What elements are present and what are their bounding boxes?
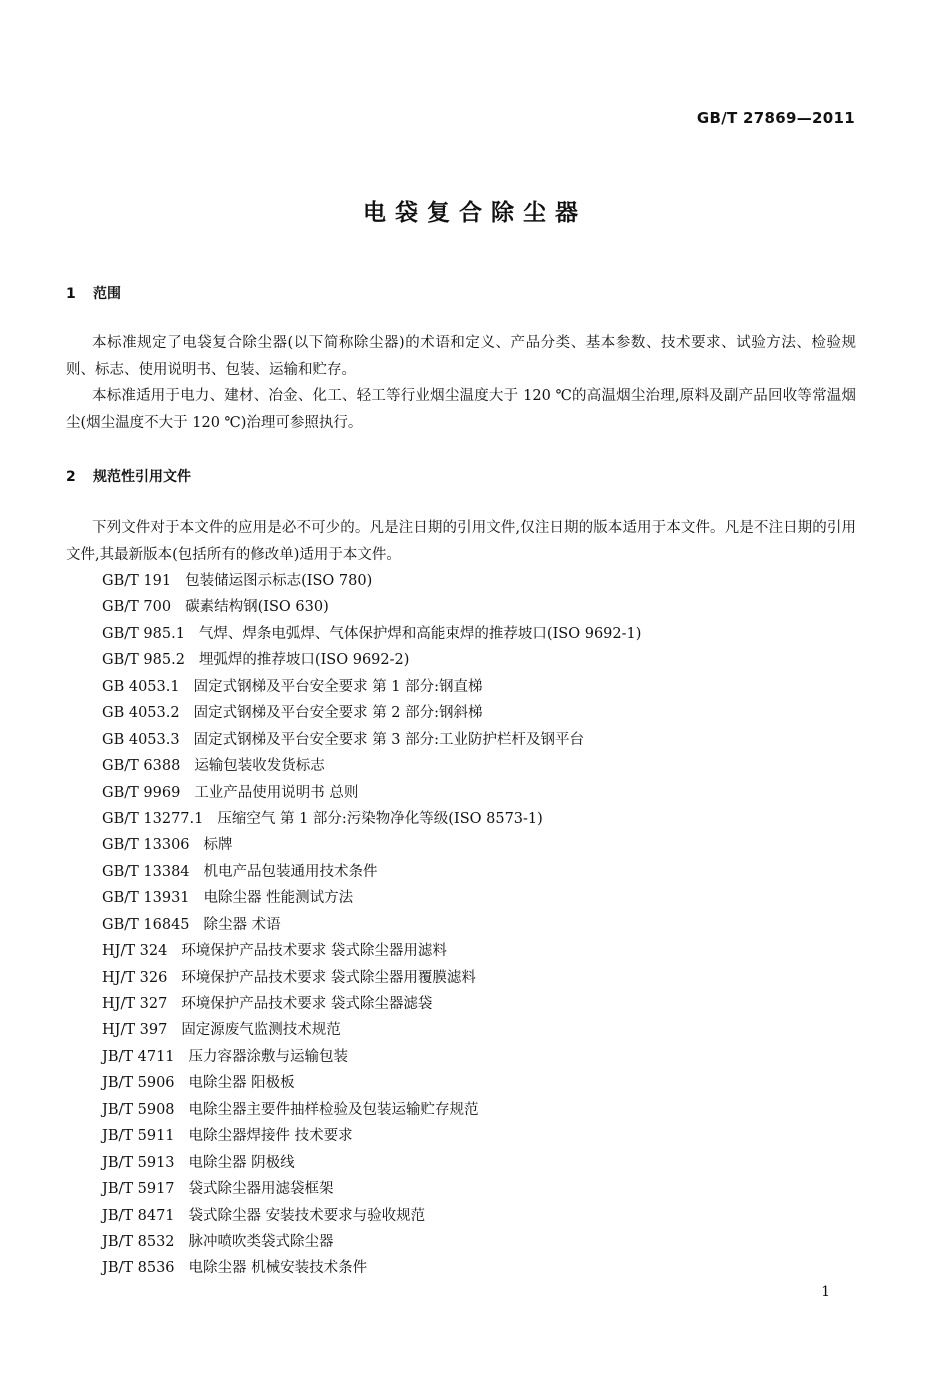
reference-item bbox=[102, 753, 641, 779]
reference-code: JB/T 8471 bbox=[102, 1207, 175, 1224]
reference-item bbox=[102, 965, 641, 991]
reference-title: 电除尘器 性能测试方法 bbox=[203, 890, 354, 907]
reference-item bbox=[102, 1150, 641, 1176]
reference-title: 机电产品包装通用技术条件 bbox=[203, 863, 378, 880]
reference-item bbox=[102, 727, 641, 753]
section-title: 规范性引用文件 bbox=[93, 469, 191, 485]
reference-title: 固定源废气监测技术规范 bbox=[181, 1022, 341, 1039]
reference-item bbox=[102, 700, 641, 726]
reference-item bbox=[102, 1176, 641, 1202]
reference-title: 电除尘器主要件抽样检验及包装运输贮存规范 bbox=[188, 1101, 479, 1118]
reference-item bbox=[102, 832, 641, 858]
reference-item bbox=[102, 885, 641, 911]
reference-item bbox=[102, 674, 641, 700]
reference-code: JB/T 4711 bbox=[102, 1048, 175, 1065]
reference-title: 电除尘器焊接件 技术要求 bbox=[188, 1128, 353, 1145]
reference-item bbox=[102, 1203, 641, 1229]
reference-title: 压力容器涂敷与运输包装 bbox=[188, 1048, 349, 1065]
reference-code: GB/T 13306 bbox=[102, 837, 190, 854]
section-number: 2 bbox=[66, 469, 76, 485]
reference-item bbox=[102, 1255, 641, 1281]
reference-code: GB/T 13384 bbox=[102, 863, 190, 880]
reference-code: HJ/T 327 bbox=[102, 996, 168, 1012]
reference-title: 气焊、焊条电弧焊、气体保护焊和高能束焊的推荐坡口(ISO 9692-1) bbox=[198, 625, 642, 642]
reference-title: 压缩空气 第 1 部分:污染物净化等级(ISO 8573-1) bbox=[217, 810, 543, 827]
reference-title: 固定式钢梯及平台安全要求 第 1 部分:钢直梯 bbox=[193, 678, 483, 695]
section-2-heading bbox=[66, 466, 191, 486]
reference-code: GB/T 13931 bbox=[102, 890, 190, 907]
reference-item bbox=[102, 1070, 641, 1096]
reference-item bbox=[102, 780, 641, 806]
reference-code: JB/T 8536 bbox=[102, 1260, 175, 1277]
reference-title: 工业产品使用说明书 总则 bbox=[194, 784, 359, 801]
reference-code: HJ/T 326 bbox=[102, 969, 168, 986]
reference-item bbox=[102, 647, 641, 673]
section-1-heading bbox=[66, 283, 121, 303]
reference-item bbox=[102, 1044, 641, 1070]
reference-item bbox=[102, 621, 641, 647]
reference-title: 标牌 bbox=[203, 837, 233, 854]
reference-title: 脉冲喷吹类袋式除尘器 bbox=[188, 1233, 334, 1250]
reference-item bbox=[102, 991, 641, 1017]
reference-title: 电除尘器 阴极线 bbox=[188, 1154, 295, 1171]
reference-item bbox=[102, 594, 641, 620]
reference-code: JB/T 5913 bbox=[102, 1154, 175, 1171]
reference-item bbox=[102, 806, 641, 832]
reference-item bbox=[102, 1229, 641, 1255]
reference-code: JB/T 5911 bbox=[102, 1128, 175, 1145]
reference-title: 电除尘器 机械安装技术条件 bbox=[188, 1260, 368, 1277]
reference-title: 环境保护产品技术要求 袋式除尘器用覆膜滤料 bbox=[181, 969, 476, 986]
reference-title: 固定式钢梯及平台安全要求 第 2 部分:钢斜梯 bbox=[193, 705, 483, 722]
reference-code: HJ/T 324 bbox=[102, 943, 168, 960]
reference-code: GB/T 9969 bbox=[102, 784, 181, 801]
reference-item bbox=[102, 859, 641, 885]
reference-title: 环境保护产品技术要求 袋式除尘器用滤料 bbox=[181, 943, 447, 960]
paragraph: 本标准适用于电力、建材、冶金、化工、轻工等行业烟尘温度大于 120 ℃的高温烟尘治理,原料及副产品回收等常温烟尘(烟尘温度不大于 120 ℃)治理可参照执行。 bbox=[66, 388, 856, 431]
reference-item bbox=[102, 1017, 641, 1043]
reference-list bbox=[102, 568, 641, 1282]
document-title: 电袋复合除尘器 bbox=[363, 200, 587, 226]
reference-title: 环境保护产品技术要求 袋式除尘器滤袋 bbox=[181, 996, 433, 1012]
reference-code: JB/T 5908 bbox=[102, 1101, 175, 1118]
reference-item bbox=[102, 938, 641, 964]
reference-item bbox=[102, 1097, 641, 1123]
reference-title: 除尘器 术语 bbox=[203, 916, 281, 933]
paragraph: 本标准规定了电袋复合除尘器(以下简称除尘器)的术语和定义、产品分类、基本参数、技术要求、试验方法、检验规则、标志、使用说明书、包装、运输和贮存。 bbox=[66, 335, 856, 378]
reference-item bbox=[102, 912, 641, 938]
reference-item bbox=[102, 1123, 641, 1149]
reference-code: JB/T 8532 bbox=[102, 1233, 175, 1250]
standard-code: GB/T 27869—2011 bbox=[696, 109, 855, 127]
reference-code: GB/T 985.2 bbox=[102, 652, 185, 669]
reference-code: GB/T 6388 bbox=[102, 758, 181, 775]
reference-title: 埋弧焊的推荐坡口(ISO 9692-2) bbox=[198, 652, 410, 669]
reference-code: GB/T 13277.1 bbox=[102, 810, 204, 827]
reference-code: GB/T 16845 bbox=[102, 916, 190, 933]
reference-title: 固定式钢梯及平台安全要求 第 3 部分:工业防护栏杆及钢平台 bbox=[193, 731, 585, 748]
reference-code: GB/T 700 bbox=[102, 599, 172, 616]
reference-code: JB/T 5917 bbox=[102, 1181, 175, 1198]
reference-title: 电除尘器 阳极板 bbox=[188, 1075, 295, 1092]
reference-code: HJ/T 397 bbox=[102, 1022, 168, 1039]
reference-code: GB/T 985.1 bbox=[102, 625, 185, 642]
reference-code: GB/T 191 bbox=[102, 573, 172, 589]
page-number: 1 bbox=[821, 1284, 830, 1300]
paragraph: 下列文件对于本文件的应用是必不可少的。凡是注日期的引用文件,仅注日期的版本适用于本文件。凡是不注日期的引用文件,其最新版本(包括所有的修改单)适用于本文件。 bbox=[66, 520, 856, 563]
reference-title: 袋式除尘器用滤袋框架 bbox=[188, 1181, 334, 1198]
reference-title: 袋式除尘器 安装技术要求与验收规范 bbox=[188, 1207, 426, 1224]
section-number: 1 bbox=[66, 286, 76, 302]
reference-title: 包装储运图示标志(ISO 780) bbox=[185, 573, 373, 589]
reference-code: GB 4053.1 bbox=[102, 678, 180, 695]
section-title: 范围 bbox=[93, 286, 121, 302]
reference-title: 运输包装收发货标志 bbox=[194, 758, 325, 775]
reference-item bbox=[102, 568, 641, 594]
reference-title: 碳素结构钢(ISO 630) bbox=[185, 599, 329, 616]
reference-code: JB/T 5906 bbox=[102, 1075, 175, 1092]
reference-code: GB 4053.2 bbox=[102, 705, 180, 722]
reference-code: GB 4053.3 bbox=[102, 731, 180, 748]
